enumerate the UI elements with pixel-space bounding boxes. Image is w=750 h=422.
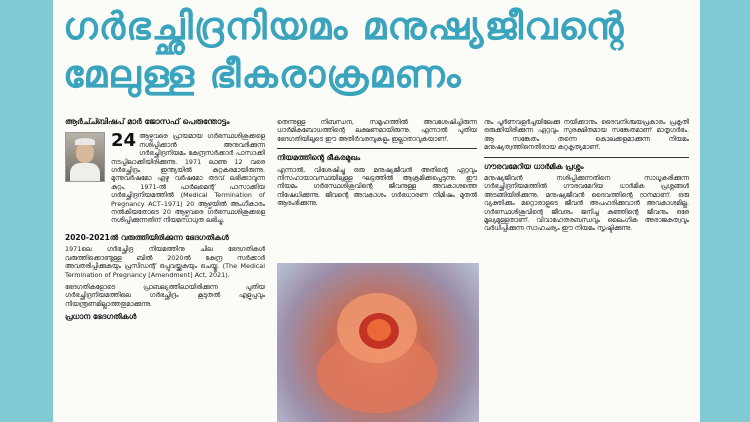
headline-line-2: മേലുള്ള ഭീകരാക്രമണം (63, 52, 462, 96)
intro-paragraph (111, 132, 265, 224)
article-illustration (277, 263, 479, 422)
fetus-highlight (367, 319, 391, 341)
paragraph: തെന്നുള്ള നിബന്ധന, സമൂഹത്തിൽ അവശേഷിച്ചിരുന്ന ധാർമികബോധത്തിന്റെ ലക്ഷണമായിരുന്നു. എന്നാൽ പുതിയ ഭേദഗതിയിലൂടെ ഈ അതിർവരമ്പുകളും ഇല്ലാതാവുകയാണ്. (277, 118, 477, 143)
paragraph: ഭേദഗതികളോടെ പ്രാബല്യത്തിലായിരിക്കുന്ന പുതിയ ഗർഭച്ഛിദ്രനിയമത്തിലെ ഗർഭച്ഛിദ്രം കൂടുതൽ എളുപ്പവും നിയന്ത്രണമില്ലാത്തതുമാക്കുന്നു. (65, 282, 265, 308)
byline: ആർച്ച്ബിഷപ് മാർ ജോസഫ് പെരുന്തോട്ടം (65, 117, 230, 126)
paragraph: 1971ലെ ഗർഭച്ഛിദ്ര നിയമത്തിനു ചില ഭേദഗതികൾ വരുത്തിക്കൊണ്ടുള്ള ബിൽ 2020ൽ കേന്ദ്ര സർക്കാർ അവതരിപ്പിക്കുകയും പ്രസിഡന്റ് ഒപ്പുവയ്ക്കുകയും ചെയ്തു. (The Medical Termination of Pregnancy [Amendment] Act, 2021). (65, 245, 265, 279)
subhead-terror-face: നിയമത്തിന്റെ ഭീകരമുഖം (277, 153, 361, 163)
paragraph: മനുഷ്യജീവൻ നശിപ്പിക്കുന്നതിനെ സാധൂകരിക്കുന്ന ഗർഭച്ഛിദ്രനിയമത്തിൽ ഗൗരവമേറിയ ധാർമിക പ്രശ്നങ്ങൾ അടങ്ങിയിരിക്കുന്നു. മനുഷ്യജീവൻ ദൈവത്തിന്റെ ദാനമാണ്. ഒരു വ്യക്തിക്കും മറ്റൊരാളുടെ ജീവൻ അപഹരിക്കുവാൻ അവകാശമില്ല. ഗർഭസ്ഥശിശുവിന്റെ ജീവനും ജനിച്ച കുഞ്ഞിന്റെ ജീവനും ഒരേ മൂല്യമുള്ളതാണ്. വിവാഹേതരബന്ധവും ലൈംഗിക അരാജകത്വവും വർധിപ്പിക്കുന്ന സാഹചര്യം ഈ നിയമം സൃഷ്ടിക്കുന്നു. (484, 174, 689, 233)
left-margin (0, 0, 53, 422)
divider (484, 157, 689, 158)
author-photo (65, 132, 105, 182)
intro-text: ആഴ്ചവരെ പ്രായമായ ഗർഭസ്ഥശിശുക്കളെ നശിപ്പിക്കാൻ അനുവദിക്കുന്ന ഗർഭച്ഛിദ്രനിയമം കേന്ദ്രസർക്കാർ പാസാക്കി നടപ്പിലാക്കിയിരിക്കുന്നു. 1971 ലാണു 12 വരെ ഗർഭച്ഛിദ്രം ഇന്ത്യയിൽ കുറ്റകരമായിരുന്നു. മുന്നുവർഷമോ ഏഴു വർഷമോ തടവ് ലഭിക്കാവുന്ന കുറ്റം. 1971-ൽ പാർലമെന്റ് പാസാക്കിയ ഗർഭച്ഛിദ്രനിയമത്തിൽ (Medical Termination of Pregnancy ACT–1971) 20 ആഴ്ചയിൽ അംഗീകാരം നൽകിയതോടെ 20 ആഴ്ചവരെ ഗർഭസ്ഥശിശുക്കളെ നശിപ്പിക്കുന്നതിന് നിയമസാധുത ലഭിച്ചു. (111, 132, 265, 225)
column-3 (484, 118, 689, 237)
divider (277, 148, 477, 149)
dropcap: 24 (111, 130, 137, 152)
newspaper-article (53, 0, 700, 422)
headline-line-1: ഗർഭച്ഛിദ്രനിയമം മനുഷ്യജീവന്റെ (63, 4, 625, 48)
author-block (65, 132, 265, 228)
subhead-amendments: 2020-2021ൽ വരുത്തിയിരിക്കുന്ന ഭേദഗതികൾ (65, 232, 229, 242)
subhead-main-amendments: പ്രധാന ഭേദഗതികൾ (65, 312, 137, 322)
subhead-moral-issue: ഗൗരവമേറിയ ധാർമിക പ്രശ്നം (484, 161, 584, 171)
column-2 (277, 118, 477, 212)
right-margin (700, 0, 750, 422)
headline (63, 2, 693, 98)
column-1 (65, 118, 265, 325)
paragraph: എന്നാൽ, വിശേഷിച്ചു ഒരു മനുഷ്യജീവൻ അതിന്റെ ഏറ്റവും നിസഹായാവസ്ഥയിലുള്ള ഘട്ടത്തിൽ ആക്രമിക്കപ്പെടുന്നു. ഈ നിയമം ഗർഭസ്ഥശിശുവിന്റെ ജീവനുള്ള അവകാശത്തെ നിഷേധിക്കുന്നു. ജീവന്റെ അവകാശം ഗർഭധാരണ നിമിഷം മുതൽ ആരംഭിക്കുന്നു. (277, 165, 477, 208)
paragraph: നും പൂർണവളർച്ചയിലേക്കു നയിക്കാനും ദൈവനിശ്ചയപ്രകാരം പ്രകൃതി ഒരുക്കിയിരിക്കുന്ന ഏറ്റവും സുരക്ഷിതമായ സങ്കേതമാണ് മാതൃഗർഭം. ആ സങ്കേതം തന്നെ കൊലക്കളമാക്കുന്ന നിയമം മനുഷ്യത്വത്തിനെതിരായ കുറ്റകൃത്യമാണ്. (484, 118, 689, 152)
